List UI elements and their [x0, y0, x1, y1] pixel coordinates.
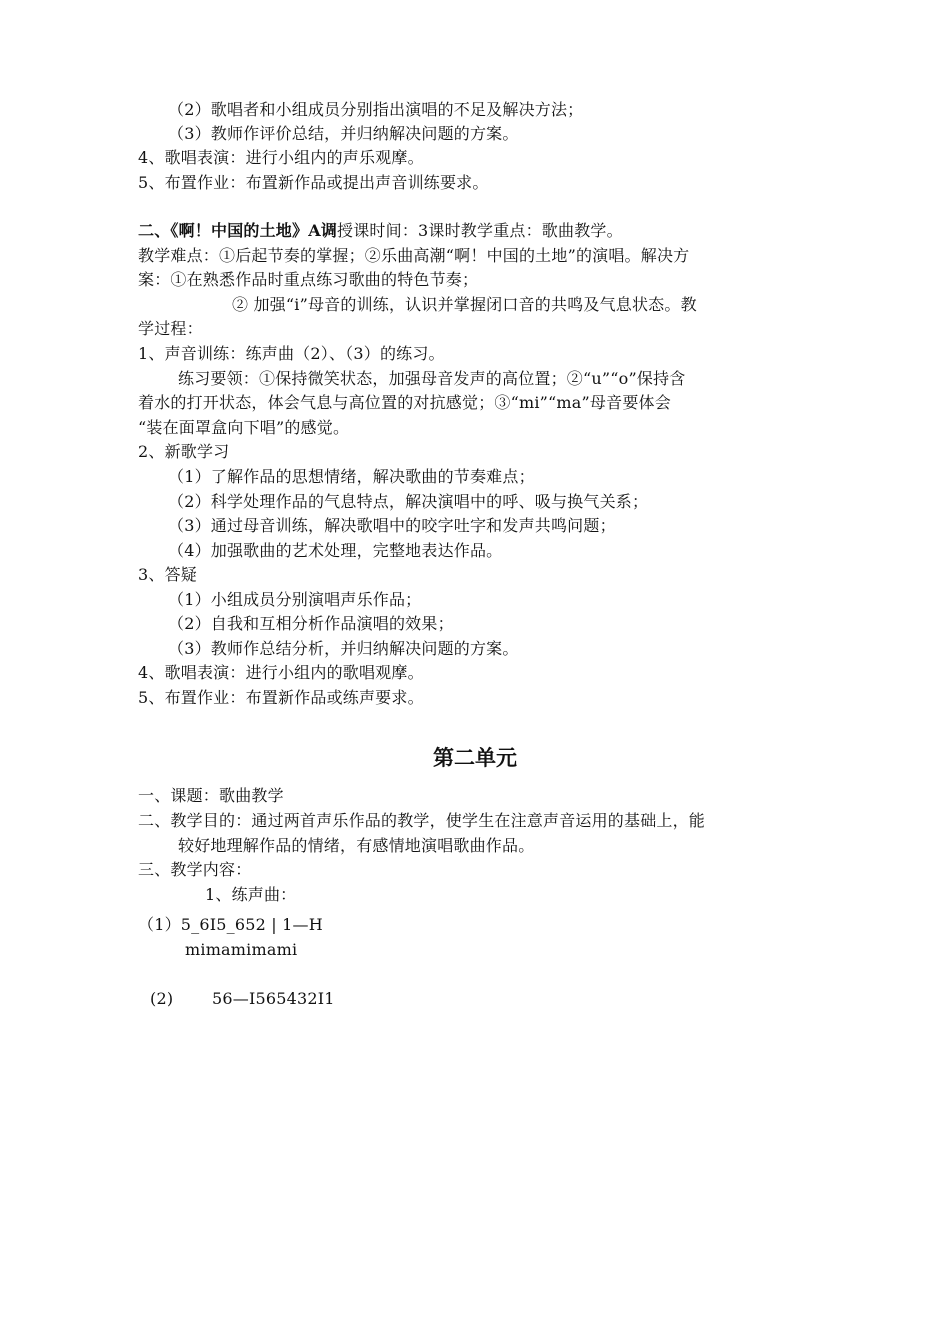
- text-line: 1、练声曲：: [205, 885, 297, 904]
- syllable-line: mimamimami: [185, 940, 298, 959]
- text-line: 着水的打开状态，体会气息与高位置的对抗感觉；③“mi”“ma”母音要体会: [138, 393, 671, 412]
- lesson-title: 二、《啊！中国的土地》A调: [138, 221, 338, 240]
- text-line: （3）教师作总结分析，并归纳解决问题的方案。: [168, 639, 519, 658]
- text-line: 较好地理解作品的情绪，有感情地演唱歌曲作品。: [178, 836, 535, 855]
- lesson-meta: 授课时间：3课时教学重点：歌曲教学。: [337, 221, 623, 240]
- unit-title: 第二单元: [433, 746, 517, 770]
- text-line: 5、布置作业：布置新作品或练声要求。: [138, 688, 424, 707]
- notation-line: 56—I565432I1: [212, 989, 335, 1008]
- text-line: 3、答疑: [138, 565, 197, 584]
- text-line: （2）科学处理作品的气息特点，解决演唱中的呼、吸与换气关系；: [168, 492, 649, 511]
- text-line: 案：①在熟悉作品时重点练习歌曲的特色节奏；: [138, 270, 479, 289]
- text-line: （2）歌唱者和小组成员分别指出演唱的不足及解决方法；: [168, 100, 584, 119]
- text-line: （2）自我和互相分析作品演唱的效果；: [168, 614, 454, 633]
- text-line: 1、声音训练：练声曲（2）、（3）的练习。: [138, 344, 445, 363]
- text-line: 4、歌唱表演：进行小组内的声乐观摩。: [138, 148, 424, 167]
- text-line: “装在面罩盒向下唱”的感觉。: [138, 418, 350, 437]
- text-line: （3）通过母音训练，解决歌唱中的咬字吐字和发声共鸣问题；: [168, 516, 616, 535]
- text-line: 练习要领：①保持微笑状态，加强母音发声的高位置；②“u”“o”保持含: [178, 369, 686, 388]
- lesson-heading: [138, 219, 623, 243]
- exercise-number: (2): [150, 989, 174, 1008]
- text-line: （1）了解作品的思想情绪，解决歌曲的节奏难点；: [168, 467, 535, 486]
- text-line: 学过程：: [138, 319, 203, 338]
- text-line: 一、课题：歌曲教学: [138, 786, 284, 805]
- text-line: 5、布置作业：布置新作品或提出声音训练要求。: [138, 173, 489, 192]
- text-line: 二、教学目的：通过两首声乐作品的教学，使学生在注意声音运用的基础上，能: [138, 811, 706, 830]
- notation-line: （1）5_6I5_652 | 1—H: [138, 915, 323, 934]
- text-line: 4、歌唱表演：进行小组内的歌唱观摩。: [138, 663, 424, 682]
- text-line: （3）教师作评价总结，并归纳解决问题的方案。: [168, 124, 519, 143]
- text-line: 三、教学内容：: [138, 860, 252, 879]
- text-line: （4）加强歌曲的艺术处理，完整地表达作品。: [168, 541, 503, 560]
- text-line: 教学难点：①后起节奏的掌握；②乐曲高潮“啊！中国的土地”的演唱。解决方: [138, 246, 690, 265]
- text-line: ② 加强“i”母音的训练，认识并掌握闭口音的共鸣及气息状态。教: [232, 295, 697, 314]
- text-line: 2、新歌学习: [138, 442, 230, 461]
- text-line: （1）小组成员分别演唱声乐作品；: [168, 590, 422, 609]
